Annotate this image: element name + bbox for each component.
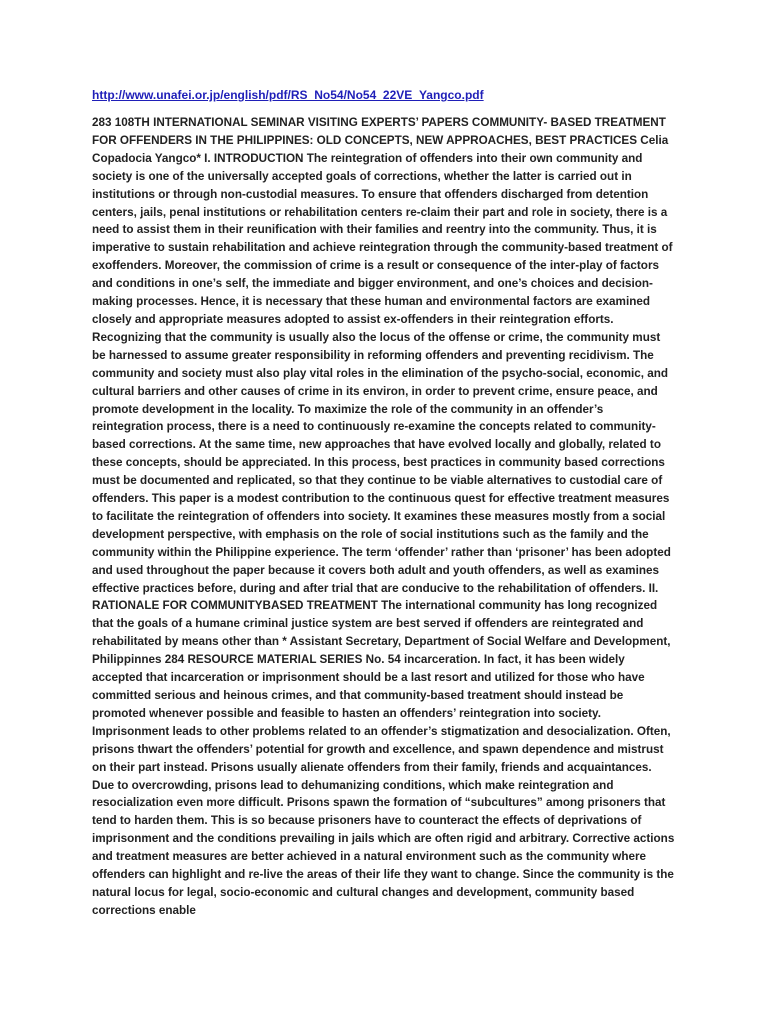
- source-link[interactable]: http://www.unafei.or.jp/english/pdf/RS_No54/No54_22VE_Yangco.pdf: [92, 88, 484, 102]
- body-paragraph: 283 108TH INTERNATIONAL SEMINAR VISITING EXPERTS’ PAPERS COMMUNITY- BASED TREATMENT FOR OFFENDERS IN THE PHILIPPINES: OLD CONCEPTS, NEW APPROACHES, BEST PRACTICES Celia Copadocia Yangco* I. INTRODUCTION The reintegration of offenders into their own community and society is one of the universally accepted goals of corrections, whether the latter is carried out in institutions or through non-custodial measures. To ensure that offenders discharged from detention centers, jails, penal institutions or rehabilitation centers re-claim their part and role in society, there is a need to assist them in their reunification with their families and reentry into the community. Thus, it is imperative to sustain rehabilitation and achieve reintegration through the community-based treatment of exoffenders. Moreover, the commission of crime is a result or consequence of the inter-play of factors and conditions in one’s self, the immediate and bigger environment, and one’s choices and decision-making processes. Hence, it is necessary that these human and environmental factors are examined closely and appropriate measures adopted to assist ex-offenders in their reintegration efforts. Recognizing that the community is usually also the locus of the offense or crime, the community must be harnessed to assume greater responsibility in reforming offenders and preventing recidivism. The community and society must also play vital roles in the elimination of the psycho-social, economic, and cultural barriers and other causes of crime in its environ, in order to prevent crime, ensure peace, and promote development in the locality. To maximize the role of the community in an offender’s reintegration process, there is a need to continuously re-examine the concepts related to community-based corrections. At the same time, new approaches that have evolved locally and globally, related to these concepts, should be appreciated. In this process, best practices in community based corrections must be documented and replicated, so that they continue to be viable alternatives to custodial care of offenders. This paper is a modest contribution to the continuous quest for effective treatment measures to facilitate the reintegration of offenders into society. It examines these measures mostly from a social development perspective, with emphasis on the role of social institutions such as the family and the community within the Philippine experience. The term ‘offender’ rather than ‘prisoner’ has been adopted and used throughout the paper because it covers both adult and youth offenders, as well as examines effective practices before, during and after trial that are conducive to the rehabilitation of offenders. II. RATIONALE FOR COMMUNITYBASED TREATMENT The international community has long recognized that the goals of a humane criminal justice system are best served if offenders are reintegrated and rehabilitated by means other than * Assistant Secretary, Department of Social Welfare and Development, Philippinnes 284 RESOURCE MATERIAL SERIES No. 54 incarceration. In fact, it has been widely accepted that incarceration or imprisonment should be a last resort and utilized for those who have committed serious and heinous crimes, and that community-based treatment should instead be promoted whenever possible and feasible to hasten an offenders’ reintegration into society. Imprisonment leads to other problems related to an offender’s stigmatization and desocialization. Often, prisons thwart the offenders’ potential for growth and excellence, and spawn dependence and mistrust on their part instead. Prisons usually alienate offenders from their family, friends and acquaintances. Due to overcrowding, prisons lead to dehumanizing conditions, which make reintegration and resocialization even more difficult. Prisons spawn the formation of “subcultures” among prisoners that tend to harden them. This is so because prisoners have to counteract the effects of deprivations of imprisonment and the conditions prevailing in jails which are often rigid and arbitrary. Corrective actions and treatment measures are better achieved in a natural environment such as the community where offenders can highlight and re-live the areas of their life they want to change. Since the community is the natural locus for legal, socio-economic and cultural changes and development, community based corrections enable: [92, 116, 675, 917]
